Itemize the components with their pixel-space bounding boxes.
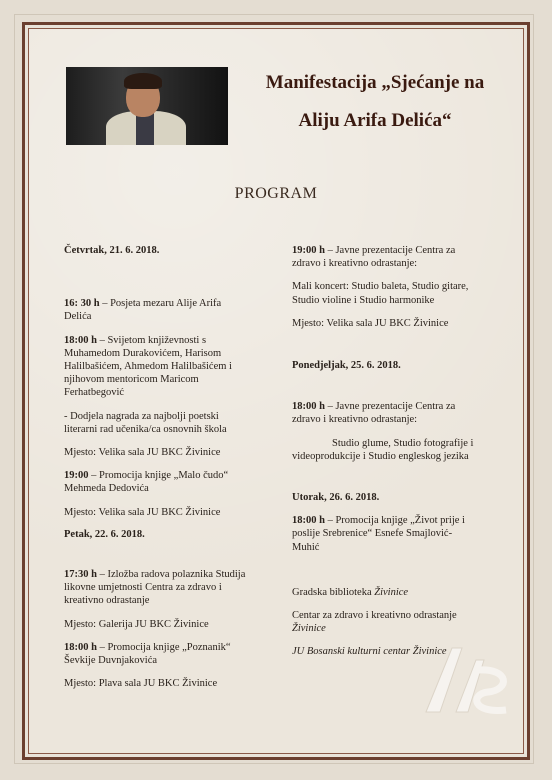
event-line: zdravo i kreativno odrastanje: bbox=[292, 258, 418, 270]
event-item: 18:00 h – Svijetom književnosti s bbox=[64, 334, 207, 346]
venue-text: Mjesto: Galerija JU BKC Živinice bbox=[64, 618, 209, 630]
title-line-1: Manifestacija „Sjećanje na bbox=[265, 72, 485, 93]
event-item: 19:00 h – Javne prezentacije Centra za bbox=[292, 245, 456, 256]
event-item: 16: 30 h – Posjeta mezaru Alije Arifa bbox=[64, 298, 222, 310]
event-line: kreativno odrastanje bbox=[64, 595, 150, 607]
event-line: poslije Srebrenice“ Esnefe Smajlović- bbox=[292, 528, 453, 540]
title-line-2: Aliju Arifa Delića“ bbox=[298, 110, 452, 131]
organizer-line: JU Bosanski kulturni centar Živinice bbox=[292, 646, 447, 658]
event-line: njihovom mentoricom Maricom bbox=[64, 374, 199, 386]
organizer-line: Živinice bbox=[292, 623, 326, 635]
event-line: Studio glume, Studio fotografije i bbox=[332, 437, 474, 449]
portrait-hair bbox=[124, 73, 162, 89]
event-line: Delića bbox=[64, 311, 92, 323]
event-item: 19:00 – Promocija knjige „Malo čudo“ bbox=[64, 470, 229, 482]
poster-title bbox=[240, 64, 510, 140]
day-date: Utorak, 26. 6. 2018. bbox=[292, 492, 380, 504]
event-line: Muhamedom Durakovićem, Harisom bbox=[64, 347, 222, 359]
event-line: literarni rad učenika/ca osnovnih škola bbox=[64, 423, 227, 435]
event-line: zdravo i kreativno odrastanje: bbox=[292, 414, 418, 426]
portrait-photo bbox=[66, 67, 228, 145]
day-date: Ponedjeljak, 25. 6. 2018. bbox=[292, 360, 401, 372]
event-item: 18:00 h – Javne prezentacije Centra za bbox=[292, 401, 456, 413]
day-date: Petak, 22. 6. 2018. bbox=[64, 528, 145, 540]
portrait-tie bbox=[136, 113, 154, 145]
venue-text: Mjesto: Plava sala JU BKC Živinice bbox=[64, 678, 218, 690]
event-line: Mali koncert: Studio baleta, Studio gitare, bbox=[292, 281, 469, 293]
venue-text: Mjesto: Velika sala JU BKC Živinice bbox=[292, 317, 449, 329]
event-line: Ševkije Duvnjakovića bbox=[64, 655, 158, 667]
event-line: videoprodukcije i Studio engleskog jezika bbox=[292, 450, 469, 462]
event-item: 18:00 h – Promocija knjige „Život prije i bbox=[292, 515, 465, 527]
event-line: Studio violine i Studio harmonike bbox=[292, 294, 435, 306]
venue-text: Mjesto: Velika sala JU BKC Živinice bbox=[64, 506, 221, 518]
organizer-line: Gradska biblioteka Živinice bbox=[292, 586, 409, 598]
event-item: 18:00 h – Promocija knjige „Poznanik“ bbox=[64, 641, 231, 653]
event-line: Halilbašićem, Ahmedom Halilbašićem i bbox=[64, 361, 232, 373]
event-line: likovne umjetnosti Centra za zdravo i bbox=[64, 582, 222, 594]
watermark-logo-icon bbox=[418, 640, 518, 720]
event-line: Muhić bbox=[292, 541, 320, 553]
event-item: 17:30 h – Izložba radova polaznika Studija bbox=[64, 569, 246, 581]
organizer-line: Centar za zdravo i kreativno odrastanje bbox=[292, 610, 457, 622]
day-date: Četvrtak, 21. 6. 2018. bbox=[64, 245, 160, 256]
right-column bbox=[292, 244, 492, 659]
venue-text: Mjesto: Velika sala JU BKC Živinice bbox=[64, 447, 221, 459]
event-line: Mehmeda Dedovića bbox=[64, 483, 149, 495]
left-column bbox=[64, 244, 264, 690]
event-line: - Dodjela nagrada za najbolji poetski bbox=[64, 410, 219, 422]
program-heading: PROGRAM bbox=[234, 185, 318, 202]
event-line: Ferhatbegović bbox=[64, 387, 125, 399]
